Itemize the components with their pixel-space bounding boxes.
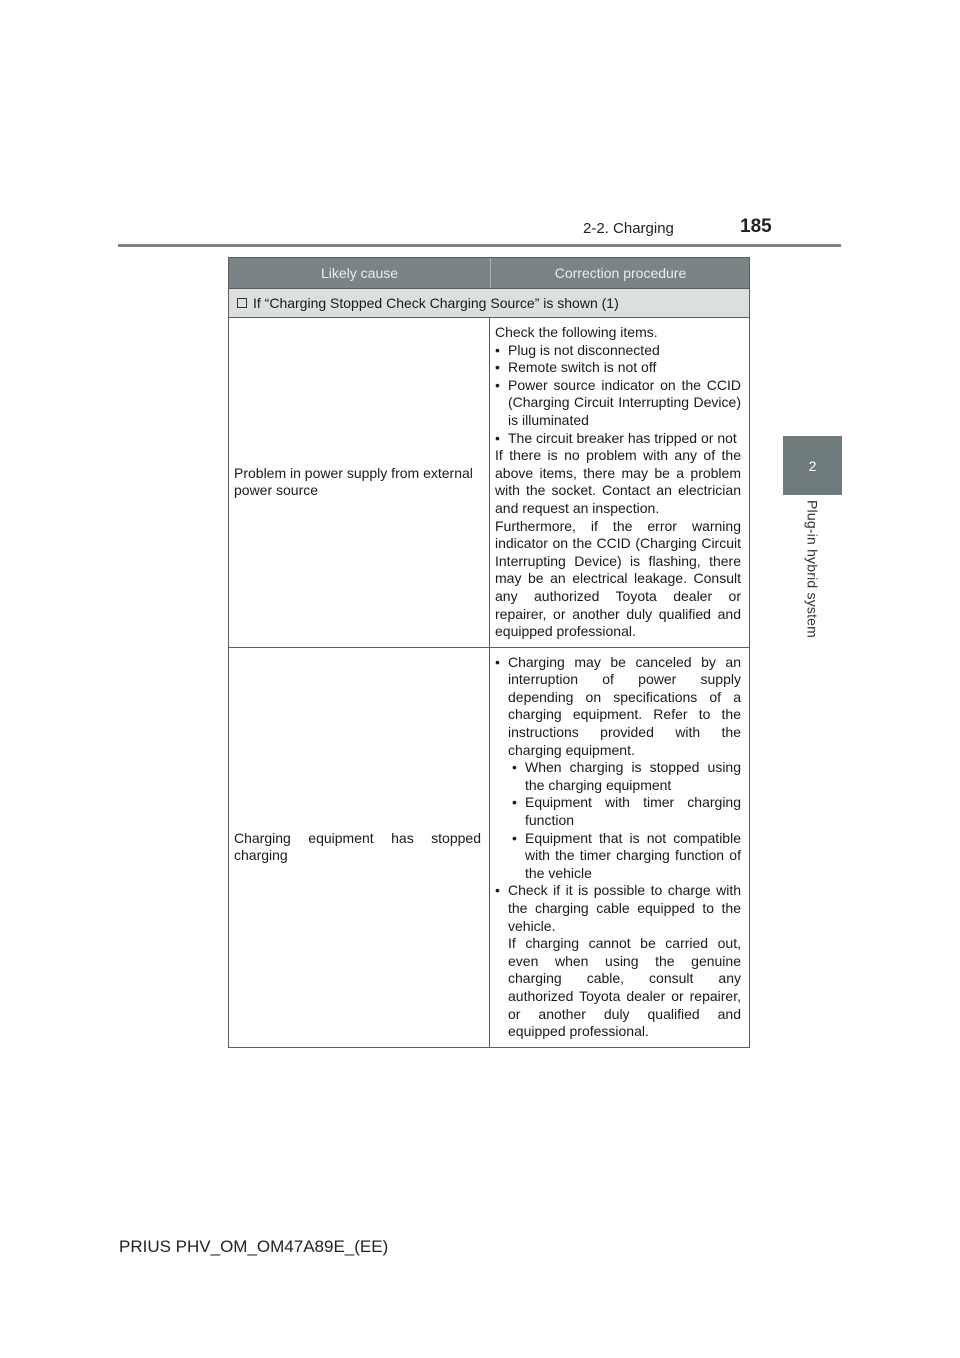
- table-header: [229, 258, 749, 288]
- list-item: • Check if it is possible to charge with the charging cable equipped to the vehicle.: [495, 882, 741, 935]
- sub-list-item: • Equipment with timer charging function: [495, 794, 741, 829]
- procedure-cell: [490, 648, 749, 1047]
- document-code: PRIUS PHV_OM_OM47A89E_(EE): [119, 1237, 389, 1256]
- list-item: • Remote switch is not off: [495, 359, 741, 377]
- sub-list-item: • When charging is stopped using the charging equipment: [495, 759, 741, 794]
- checkbox-square-icon: [237, 298, 247, 308]
- list-item: • Charging may be canceled by an interruption of power supply depending on specifications of a charging equipment. Refer to the instructions provided with the charging equipment.: [495, 654, 741, 760]
- cause-cell: [229, 648, 490, 1047]
- table-row: [229, 318, 749, 648]
- chapter-number: 2: [808, 457, 817, 474]
- table-row: [229, 648, 749, 1047]
- column-header-likely-cause: Likely cause: [229, 258, 491, 288]
- list-item: • Power source indicator on the CCID (Charging Circuit Interrupting Device) is illuminated: [495, 377, 741, 430]
- procedure-cell: [490, 318, 749, 647]
- section-title: 2-2. Charging: [583, 220, 674, 237]
- procedure-paragraph: Furthermore, if the error warning indicator on the CCID (Charging Circuit Interrupting Device) is flashing, there may be an electrical leakage. Consult any authorized Toyota dealer or repairer, or another duly qualified and equipped professional.: [495, 517, 741, 640]
- cause-cell: [229, 318, 490, 647]
- table-section-row: [229, 288, 749, 318]
- procedure-paragraph: If charging cannot be carried out, even when using the genuine charging cable, consult any authorized Toyota dealer or repairer, or another duly qualified and equipped professional.: [508, 935, 741, 1040]
- list-item: • The circuit breaker has tripped or not: [495, 430, 741, 448]
- cause-text: Charging equipment has stopped charging: [234, 829, 481, 864]
- procedure-intro: Check the following items.: [495, 324, 658, 340]
- chapter-label-text: Plug-in hybrid system: [804, 500, 821, 639]
- chapter-label: [783, 500, 842, 640]
- header-divider: [118, 244, 841, 247]
- procedure-paragraph: If there is no problem with any of the above items, there may be a problem with the socket. Contact an electrician and request an inspection.: [495, 447, 741, 516]
- column-header-correction: Correction procedure: [554, 265, 687, 281]
- list-item: • Plug is not disconnected: [495, 342, 741, 360]
- sub-list-item: • Equipment that is not compatible with the timer charging function of the vehicle: [495, 830, 741, 883]
- cause-text: Problem in power supply from external power source: [234, 464, 473, 499]
- section-label: If “Charging Stopped Check Charging Source” is shown (1): [253, 295, 619, 311]
- chapter-tab: [783, 436, 842, 495]
- troubleshooting-table: [228, 257, 750, 1048]
- page-number: 185: [740, 216, 772, 237]
